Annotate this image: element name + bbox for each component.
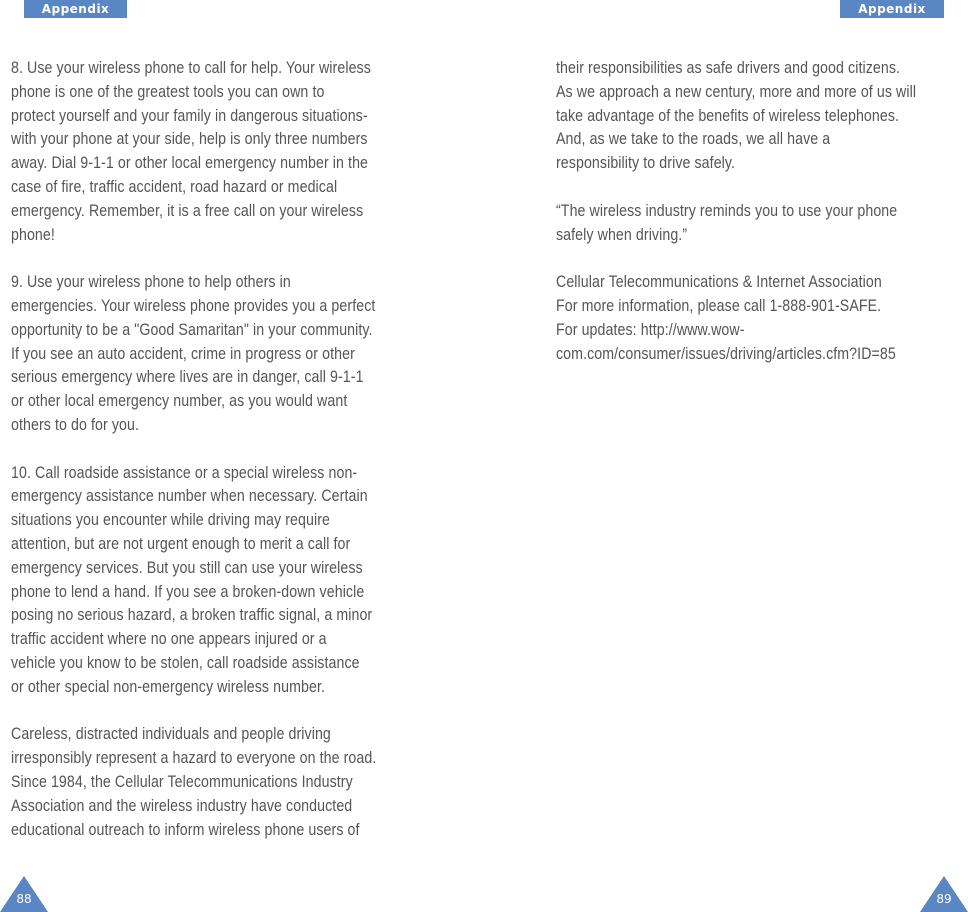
page-number-left-label: 88 (16, 892, 32, 906)
paragraph-tip-8: 8. Use your wireless phone to call for help. Your wireless phone is one of the greatest tools you can own to protect yourself and your family in dangerous situations- with your phone at your side, help is only three numbers away. Dial 9-1-1 or other local emergency number in the case of fire, traffic accident, road hazard or medical emergency. Remember, it is a free call on your wireless phone! (11, 59, 371, 244)
appendix-tab-right: Appendix (840, 0, 944, 18)
paragraph-quote: “The wireless industry reminds you to use your phone safely when driving.” (556, 201, 898, 244)
appendix-tab-left: Appendix (24, 0, 127, 18)
paragraph-tip-9: 9. Use your wireless phone to help others in emergencies. Your wireless phone provides you a perfect opportunity to be a "Good Samaritan" in your community. If you see an auto accident, crime in progress or other serious emergency where lives are in danger, call 9-1-1 or other local emergency number, as you would want others to do for you. (11, 273, 376, 434)
page-number-right-label: 89 (936, 892, 952, 906)
paragraph-careless-drivers: Careless, distracted individuals and people driving irresponsibly represent a hazard to everyone on the road. Since 1984, the Cellular Telecommunications Industry Association and the wireless industry have conducted educational outreach to inform wireless phone users of (11, 725, 377, 839)
paragraph-responsibilities: their responsibilities as safe drivers and good citizens. As we approach a new century, more and more of us will take advantage of the benefits of wireless telephones. And, as we take to the roads, we all have a responsibility to drive safely. (556, 59, 917, 173)
page-number-left (0, 876, 48, 912)
paragraph-tip-10: 10. Call roadside assistance or a special wireless non- emergency assistance number when necessary. Certain situations you encounter while driving may require attention, but are not urgent enough to merit a call for emergency services. But you still can use your wireless phone to lend a hand. If you see a broken-down vehicle posing no serious hazard, a broken traffic signal, a minor traffic accident where no one appears injured or a vehicle you know to be stolen, call roadside assistance or other special non-emergency wireless number. (11, 463, 373, 696)
left-page-body (11, 57, 431, 866)
paragraph-contact-info: Cellular Telecommunications & Internet Association For more information, please call 1-888-901-SAFE. For updates: http://www.wow- com.com/consumer/issues/driving/articles.cfm?ID=85 (556, 273, 896, 363)
right-page-body (556, 57, 967, 390)
page-number-right (920, 876, 968, 912)
